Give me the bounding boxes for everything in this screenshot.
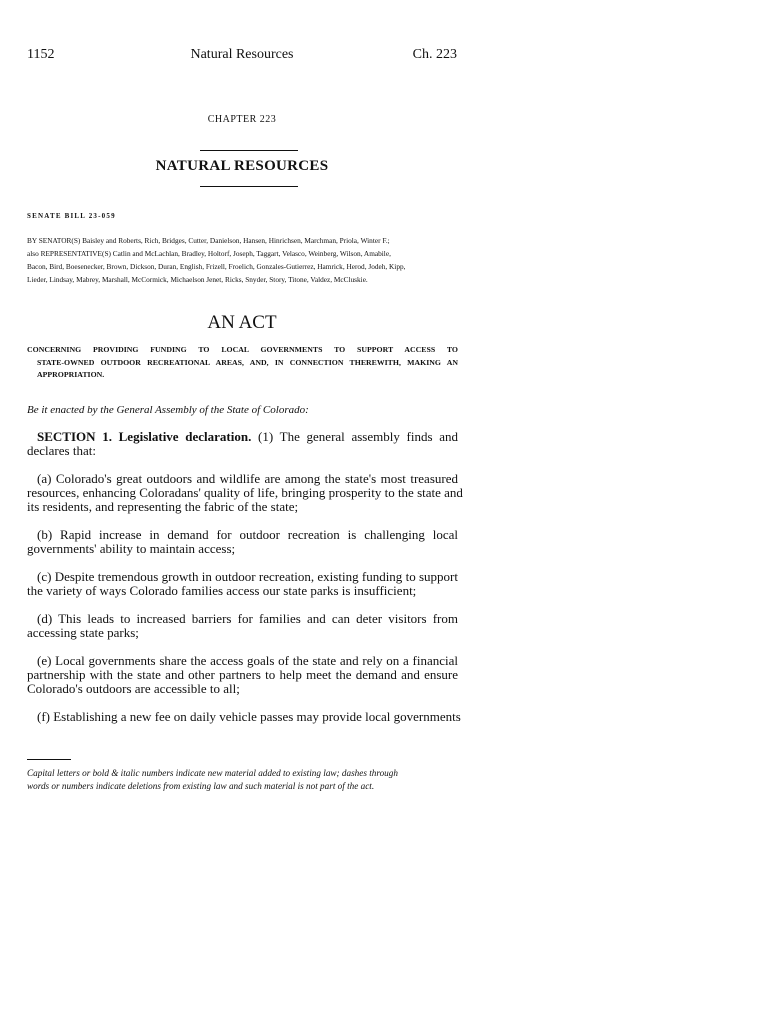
bill-number: SENATE BILL 23-059	[27, 212, 116, 220]
paragraph-line: (d) This leads to increased barriers for families and can deter visitors from	[37, 611, 458, 626]
act-title: AN ACT	[207, 312, 277, 333]
paragraph-line: the variety of ways Colorado families access our state parks is insufficient;	[27, 583, 417, 598]
paragraph-line: (e) Local governments share the access goals of the state and rely on a financial	[37, 653, 458, 668]
paragraph-e	[27, 654, 458, 696]
paragraph-f	[27, 709, 461, 724]
sponsor-line: Lieder, Lindsay, Mabrey, Marshall, McCormick, Michaelson Jenet, Ricks, Snyder, Story, Titone, Valdez, McCluskie.	[27, 275, 368, 284]
sponsor-line: Bacon, Bird, Boesenecker, Brown, Dickson, Duran, English, Frizell, Froelich, Gonzales-Gutierrez, Hamrick, Herod, Jodeh, Kipp,	[27, 262, 406, 271]
footnote-rule	[27, 759, 71, 760]
footnote-line: words or numbers indicate deletions from existing law and such material is not part of the act.	[27, 780, 375, 791]
paragraph-line: accessing state parks;	[27, 625, 139, 640]
sponsor-line: BY SENATOR(S) Baisley and Roberts, Rich, Bridges, Cutter, Danielson, Hansen, Hinrichsen, Marchman, Priola, Winter F.;	[27, 236, 390, 245]
paragraph-line: (b) Rapid increase in demand for outdoor recreation is challenging local	[37, 527, 458, 542]
page-number: 1152	[27, 47, 55, 62]
paragraph-line: governments' ability to maintain access;	[27, 541, 236, 556]
paragraph-line: (f) Establishing a new fee on daily vehicle passes may provide local governments	[37, 709, 461, 724]
section-1-intro	[27, 430, 458, 458]
chapter-label: CHAPTER 223	[207, 114, 277, 125]
sponsor-list	[27, 234, 459, 286]
title-rule-top	[200, 150, 298, 151]
footnote-line: Capital letters or bold & italic numbers indicate new material added to existing law; dashes through	[27, 768, 398, 778]
paragraph-line: resources, enhancing Coloradans' quality of life, bringing prosperity to the state and	[27, 485, 463, 500]
concerning-line: CONCERNING PROVIDING FUNDING TO LOCAL GOVERNMENTS TO SUPPORT ACCESS TO	[27, 345, 458, 354]
enacting-clause: Be it enacted by the General Assembly of the State of Colorado:	[27, 404, 309, 416]
concerning-line: STATE-OWNED OUTDOOR RECREATIONAL AREAS, AND, IN CONNECTION THEREWITH, MAKING AN	[37, 357, 458, 367]
paragraph-line: its residents, and representing the fabric of the state;	[27, 499, 299, 514]
paragraph-a	[27, 471, 463, 514]
section-1-first-line	[27, 430, 458, 444]
chapter-reference: Ch. 223	[412, 47, 457, 62]
paragraph-line: partnership with the state and other partners to help meet the demand and ensure	[27, 667, 458, 682]
paragraph-c	[27, 570, 458, 598]
section-intro-text: (1) The general assembly finds and	[251, 429, 458, 444]
paragraph-line: (a) Colorado's great outdoors and wildlife are among the state's most treasured	[37, 471, 458, 486]
running-title: Natural Resources	[190, 47, 294, 62]
paragraph-d	[27, 612, 458, 640]
footnote	[27, 767, 457, 792]
section-heading: SECTION 1. Legislative declaration.	[37, 429, 252, 444]
section-intro-line: declares that:	[27, 443, 96, 458]
title-rule-bottom	[200, 186, 298, 187]
paragraph-b	[27, 528, 458, 556]
paragraph-line: (c) Despite tremendous growth in outdoor recreation, existing funding to support	[37, 569, 458, 584]
paragraph-line: Colorado's outdoors are accessible to all;	[27, 681, 240, 696]
concerning-line: APPROPRIATION.	[37, 370, 105, 379]
chapter-title: NATURAL RESOURCES	[155, 158, 329, 174]
act-concerning-clause	[27, 344, 458, 382]
sponsor-line: also REPRESENTATIVE(S) Catlin and McLachlan, Bradley, Holtorf, Joseph, Taggart, Velasco, Weinberg, Wilson, Amabile,	[27, 249, 391, 258]
